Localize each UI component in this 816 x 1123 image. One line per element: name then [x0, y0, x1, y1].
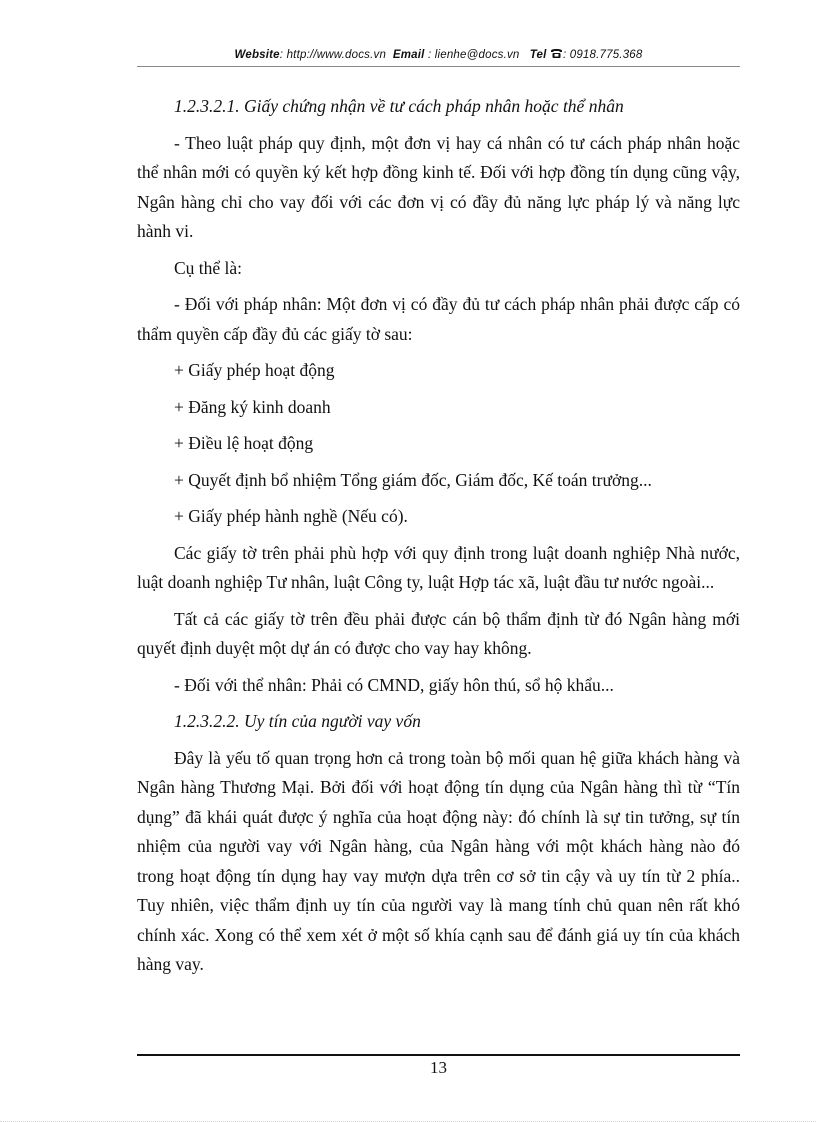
document-body [137, 92, 740, 987]
footer-divider [137, 1054, 740, 1056]
page-number: 13 [430, 1058, 447, 1077]
telephone-icon [550, 48, 563, 62]
tel-label: Tel [529, 49, 547, 61]
paragraph-appraisal: Tất cả các giấy tờ trên đều phải được cán bộ thẩm định từ đó Ngân hàng mới quyết định duyệt một dự án có được cho vay hay không. [137, 608, 740, 658]
section-heading-2: 1.2.3.2.2. Uy tín của người vay vốn [174, 711, 421, 731]
paragraph-legal-status: - Theo luật pháp quy định, một đơn vị hay cá nhân có tư cách pháp nhân hoặc thể nhân mới có quyền ký kết hợp đồng kinh tế. Đối với hợp đồng tín dụng cũng vậy, Ngân hàng chỉ cho vay đối với các đơn vị có đầy đủ năng lực pháp lý và năng lực hành vi. [137, 132, 740, 241]
page-bottom-border [0, 1121, 816, 1122]
paragraph-credibility: Đây là yếu tố quan trọng hơn cả trong toàn bộ mối quan hệ giữa khách hàng và Ngân hàng Thương Mại. Bởi đối với hoạt động tín dụng của Ngân hàng thì từ “Tín dụng” đã khái quát được ý nghĩa của hoạt động này: đó chính là sự tin tưởng, sự tín nhiệm của người vay với Ngân hàng, của Ngân hàng với một khách hàng nào đó trong hoạt động tín dụng hay vay mượn dựa trên cơ sở tin cậy và uy tín từ 2 phía.. Tuy nhiên, việc thẩm định uy tín của người vay là mang tính chủ quan nên rất khó chính xác. Xong có thể xem xét ở một số khía cạnh sau để đánh giá uy tín của khách hàng vay. [137, 747, 740, 974]
page-header [137, 48, 740, 62]
paragraph-specifically: Cụ thể là: [174, 257, 243, 278]
tel-value: : 0918.775.368 [562, 49, 643, 61]
header-divider [137, 66, 740, 67]
list-item: + Giấy phép hoạt động [174, 360, 335, 380]
paragraph-legal-entity: - Đối với pháp nhân: Một đơn vị có đầy đủ tư cách pháp nhân phải được cấp có thẩm quyền cấp đầy đủ các giấy tờ sau: [137, 294, 740, 344]
list-item: + Giấy phép hành nghề (Nếu có). [174, 506, 408, 526]
paragraph-natural-person: - Đối với thể nhân: Phải có CMND, giấy hôn thú, sổ hộ khẩu... [174, 674, 614, 695]
list-item: + Đăng ký kinh doanh [174, 396, 331, 417]
website-label: Website [234, 49, 280, 61]
email-label: Email [392, 49, 425, 61]
email-value: : lienhe@docs.vn [424, 49, 520, 61]
section-heading-1: 1.2.3.2.1. Giấy chứng nhận về tư cách pháp nhân hoặc thể nhân [174, 96, 624, 116]
paragraph-laws: Các giấy tờ trên phải phù hợp với quy định trong luật doanh nghiệp Nhà nước, luật doanh nghiệp Tư nhân, luật Công ty, luật Hợp tác xã, luật đầu tư nước ngoài... [137, 542, 740, 592]
website-value: : http://www.docs.vn [279, 49, 387, 61]
list-item: + Điều lệ hoạt động [174, 433, 314, 453]
list-item: + Quyết định bổ nhiệm Tổng giám đốc, Giám đốc, Kế toán trưởng... [174, 469, 652, 490]
